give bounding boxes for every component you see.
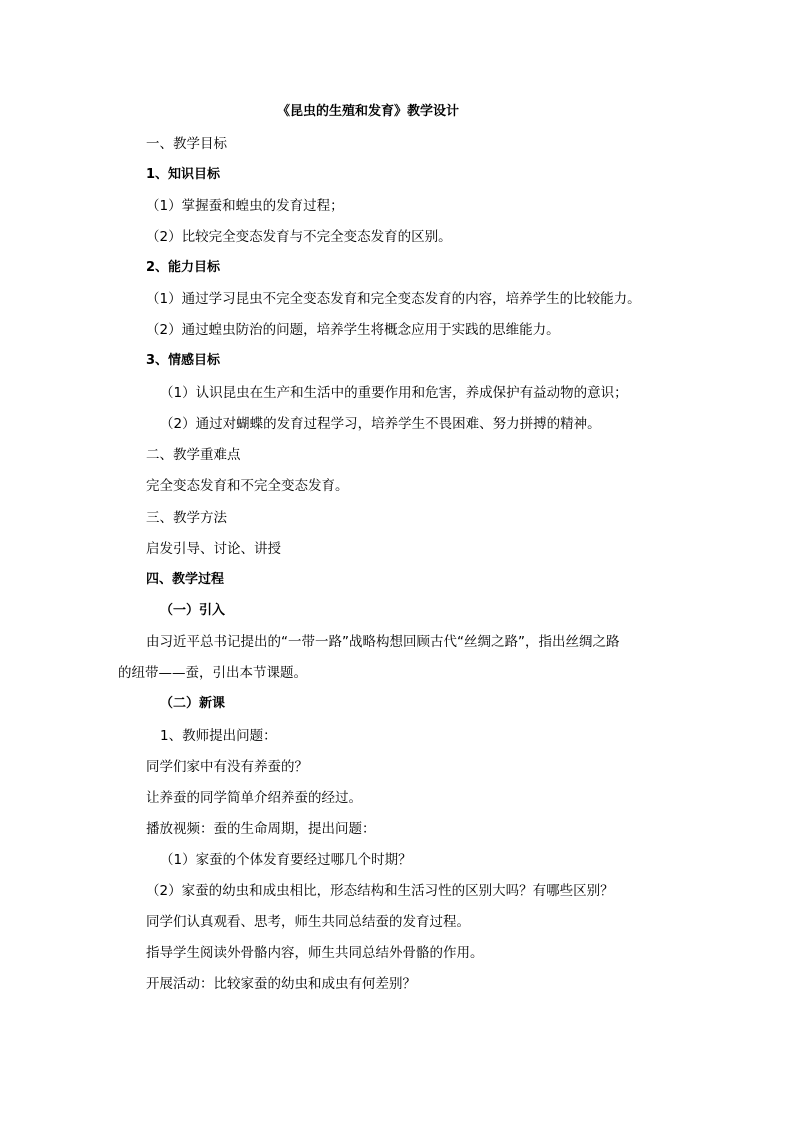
list-item: （2）通过蝗虫防治的问题，培养学生将概念应用于实践的思维能力。 xyxy=(146,322,560,338)
section-heading-methods: 三、教学方法 xyxy=(146,510,227,526)
section-heading-process: 四、教学过程 xyxy=(146,572,225,587)
subheading-knowledge: 1、知识目标 xyxy=(146,167,221,182)
subheading-new-lesson: （二）新课 xyxy=(160,696,226,711)
paragraph: 让养蚕的同学简单介绍养蚕的经过。 xyxy=(146,790,362,806)
paragraph: 启发引导、讨论、讲授 xyxy=(146,541,281,557)
paragraph: 同学们家中有没有养蚕的？ xyxy=(146,759,308,775)
list-item: （1）通过学习昆虫不完全变态发育和完全变态发育的内容，培养学生的比较能力。 xyxy=(146,291,641,307)
section-heading-objectives: 一、教学目标 xyxy=(146,136,227,152)
subheading-intro: （一）引入 xyxy=(160,603,226,618)
list-item: （2）通过对蝴蝶的发育过程学习，培养学生不畏困难、努力拼搏的精神。 xyxy=(160,416,601,432)
list-item: （1）家蚕的个体发育要经过哪几个时期？ xyxy=(160,852,412,868)
paragraph: 完全变态发育和不完全变态发育。 xyxy=(146,478,349,494)
list-item: （2）家蚕的幼虫和成虫相比，形态结构和生活习性的区别大吗？有哪些区别？ xyxy=(146,883,614,899)
paragraph: 指导学生阅读外骨骼内容，师生共同总结外骨骼的作用。 xyxy=(146,945,484,961)
paragraph: 播放视频：蚕的生命周期，提出问题： xyxy=(146,821,376,837)
list-item: （2）比较完全变态发育与不完全变态发育的区别。 xyxy=(146,229,452,245)
paragraph: 由习近平总书记提出的“一带一路”战略构想回顾古代“丝绸之路”，指出丝绸之路 xyxy=(146,634,620,650)
subheading-emotion: 3、情感目标 xyxy=(146,353,221,368)
document-title: 《昆虫的生殖和发育》教学设计 xyxy=(277,104,460,119)
paragraph: 1、教师提出问题： xyxy=(160,728,277,744)
section-heading-key-points: 二、教学重难点 xyxy=(146,447,241,463)
list-item: （1）认识昆虫在生产和生活中的重要作用和危害，养成保护有益动物的意识； xyxy=(160,385,628,401)
list-item: （1）掌握蚕和蝗虫的发育过程； xyxy=(146,198,344,214)
paragraph-continuation: 的纽带——蚕，引出本节课题。 xyxy=(118,665,307,681)
paragraph: 同学们认真观看、思考，师生共同总结蚕的发育过程。 xyxy=(146,914,470,930)
paragraph: 开展活动：比较家蚕的幼虫和成虫有何差别？ xyxy=(146,976,416,992)
subheading-ability: 2、能力目标 xyxy=(146,260,221,275)
